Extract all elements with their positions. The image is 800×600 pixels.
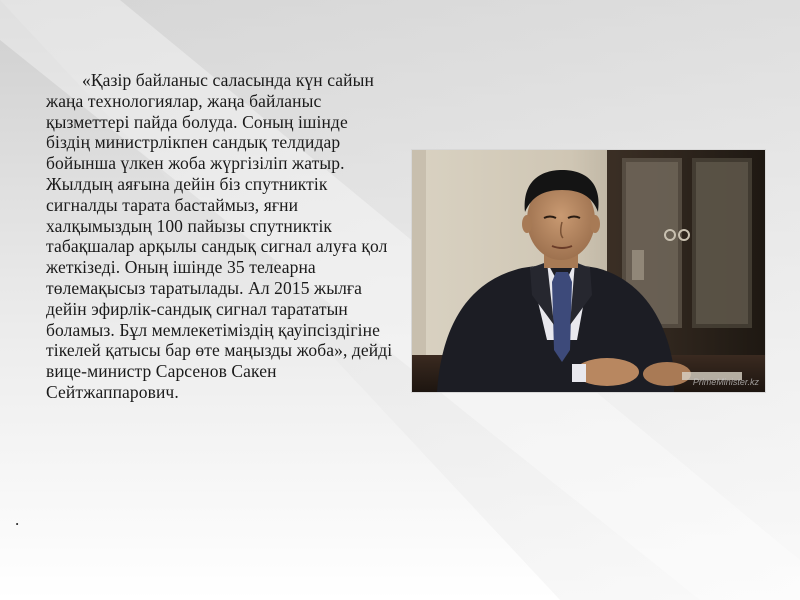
official-photo-image — [412, 150, 765, 392]
quote-paragraph: «Қазір байланыс саласында күн сайын жаңа технологиялар, жаңа байланыс қызметтері пайда болуда. Соның ішінде біздің министрлікпен сандық телдидар бойынша үлкен жоба жүргізіліп жатыр. Жылдың аяғына дейін біз спутниктік сигналды тарата бастаймыз, яғни халқымыздың 100 пайызы спутниктік табақшалар арқылы сандық сигнал алуға қол жеткізеді. Оның ішінде 35 телеарна төлемақысыз таратылады. Ал 2015 жылға дейін эфирлік-сандық сигнал тарататын боламыз. Бұл мемлекетіміздің қауіпсіздігіне тікелей қатысы бар өте маңызды жоба», дейді вице-министр Сарсенов Сакен Сейтжаппарович. — [46, 70, 393, 402]
official-photo — [412, 150, 765, 392]
trailing-dot: . — [15, 510, 20, 529]
photo-watermark: PrimeMinister.kz — [692, 377, 759, 387]
